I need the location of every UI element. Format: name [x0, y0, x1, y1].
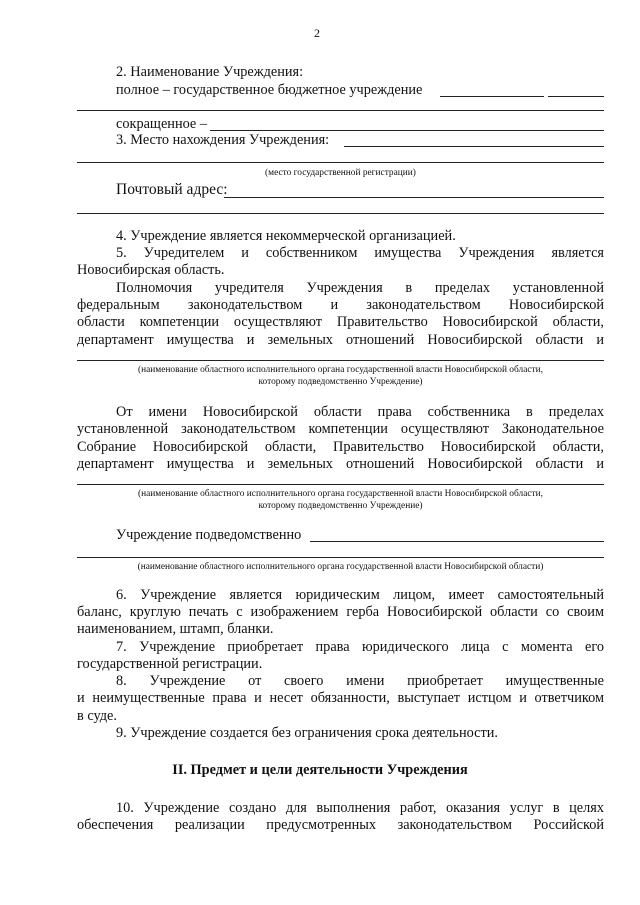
item-6-line2: баланс, круглую печать с изображением герба Новосибирской области со своим: [77, 604, 604, 620]
postal-address-label: Почтовый адрес:: [116, 181, 228, 198]
item-8-line2: и неимущественные права и несет обязанности, выступает истцом и ответчиком: [77, 690, 604, 706]
powers-line2: федеральным законодательством и законодательством Новосибирской: [77, 297, 604, 313]
subordinate-label: Учреждение подведомственно: [116, 527, 302, 543]
postal-address-blank[interactable]: [224, 197, 604, 198]
full-name-label: полное – государственное бюджетное учреждение: [116, 82, 423, 98]
location-caption: (место государственной регистрации): [265, 168, 416, 178]
item-7-line2: государственной регистрации.: [77, 656, 263, 672]
body-name-blank-1[interactable]: [77, 360, 604, 361]
subordinate-caption: (наименование областного исполнительного органа государственной власти Новосибирской области): [137, 562, 544, 572]
owner-line1: От имени Новосибирской области права собственника в пределах: [116, 404, 604, 420]
body-caption-1b: которому подведомственно Учреждение): [258, 377, 423, 387]
section-2-title: 2. Наименование Учреждения:: [116, 64, 304, 80]
item-6-line3: наименованием, штамп, бланки.: [77, 621, 274, 637]
powers-line4: департамент имущества и земельных отношений Новосибирской области и: [77, 332, 604, 348]
item-10-line1: 10. Учреждение создано для выполнения работ, оказания услуг в целях: [116, 800, 604, 816]
item-7-line1: 7. Учреждение приобретает права юридического лица с момента его: [116, 639, 604, 655]
item-9: 9. Учреждение создается без ограничения срока деятельности.: [116, 725, 498, 741]
location-continuation-line[interactable]: [77, 162, 604, 163]
owner-line4: департамент имущества и земельных отношений Новосибирской области и: [77, 456, 604, 472]
short-name-blank[interactable]: [210, 130, 604, 131]
item-8-line1: 8. Учреждение от своего имени приобретает имущественные: [116, 673, 604, 689]
item-6-line1: 6. Учреждение является юридическим лицом, имеет самостоятельный: [116, 587, 604, 603]
section-2-heading: II. Предмет и цели деятельности Учреждения: [172, 762, 468, 778]
full-name-continuation-line[interactable]: [77, 110, 604, 111]
item-5-line1: 5. Учредителем и собственником имущества Учреждения является: [116, 245, 604, 261]
subordinate-blank[interactable]: [310, 541, 604, 542]
postal-address-continuation-line[interactable]: [77, 213, 604, 214]
short-name-label: сокращенное –: [116, 116, 207, 132]
location-blank[interactable]: [344, 146, 604, 147]
full-name-blank-2[interactable]: [548, 96, 604, 97]
body-caption-1a: (наименование областного исполнительного органа государственной власти Новосибирской области,: [137, 365, 543, 375]
item-5-line2: Новосибирская область.: [77, 262, 225, 278]
body-name-blank-2[interactable]: [77, 484, 604, 485]
powers-line3: области компетенции осуществляют Правительство Новосибирской области,: [77, 314, 604, 330]
body-caption-2b: которому подведомственно Учреждение): [258, 501, 423, 511]
owner-line2: установленной законодательством компетенции осуществляют Законодательное: [77, 421, 604, 437]
subordinate-continuation-line[interactable]: [77, 557, 604, 558]
full-name-blank-1[interactable]: [440, 96, 544, 97]
powers-line1: Полномочия учредителя Учреждения в пределах установленной: [116, 280, 604, 296]
body-caption-2a: (наименование областного исполнительного органа государственной власти Новосибирской области,: [137, 489, 543, 499]
owner-line3: Собрание Новосибирской области, Правительство Новосибирской области,: [77, 439, 604, 455]
section-3-title: 3. Место нахождения Учреждения:: [116, 132, 330, 148]
item-10-line2: обеспечения реализации предусмотренных законодательством Российской: [77, 817, 604, 833]
item-8-line3: в суде.: [77, 708, 117, 724]
page-number: 2: [314, 26, 320, 40]
item-4: 4. Учреждение является некоммерческой организацией.: [116, 228, 456, 244]
